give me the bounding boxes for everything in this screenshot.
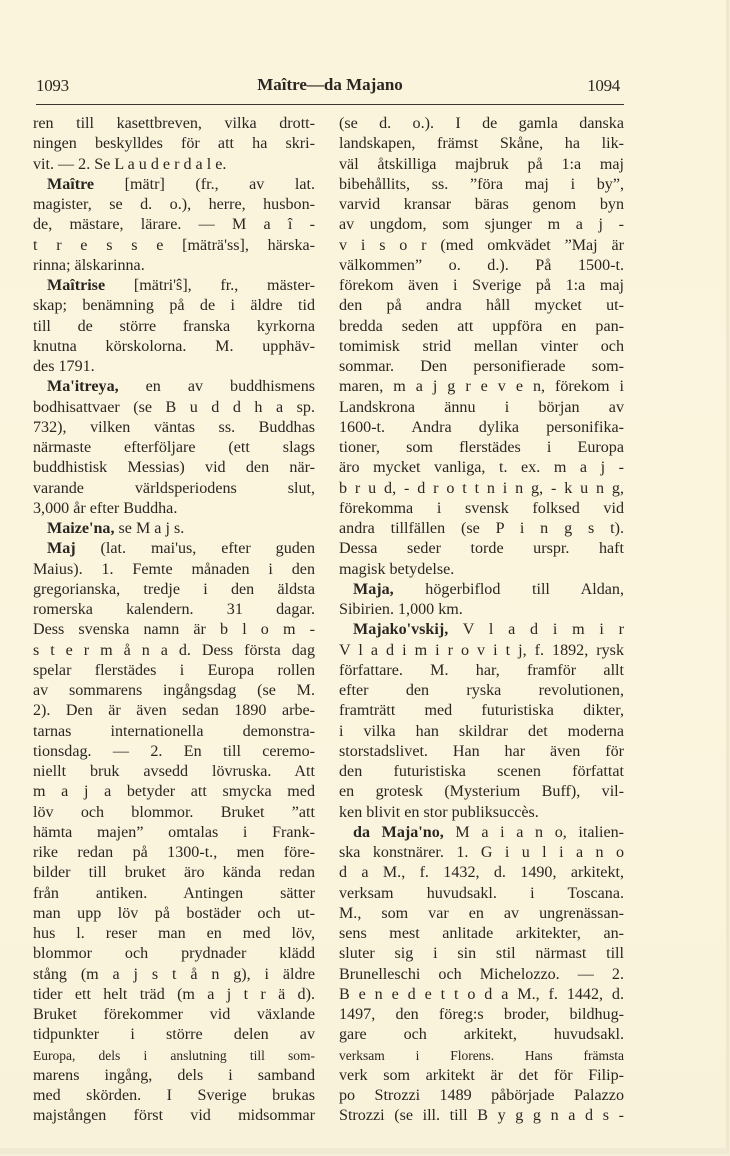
line-text: till de större franska kyrkorna <box>33 317 315 335</box>
text-line <box>33 398 315 418</box>
line-text: de, mästare, lärare. — M a î - <box>33 216 315 234</box>
page-header <box>36 72 624 105</box>
line-text: po Strozzi 1489 påbörjade Palazzo <box>339 1087 624 1104</box>
headword: Majako'vskij, <box>353 621 449 639</box>
line-text: magisk betydelse. <box>339 560 455 578</box>
text-line <box>33 823 315 843</box>
line-text: efter den ryska revolutionen, <box>339 682 624 699</box>
line-text: väl åtskilliga majbruk på 1:a maj <box>339 155 624 173</box>
line-text: framträtt med futuristiska dikter, <box>339 702 624 720</box>
line-text: i vilka han skildrar det moderna <box>339 722 624 740</box>
line-text: skap; benämning på de i äldre tid <box>33 297 315 315</box>
text-line <box>33 722 315 742</box>
line-text: m a j a betyder att smycka med <box>33 783 315 801</box>
line-text: 732), vilken väntas ss. Buddhas <box>33 418 315 436</box>
line-text: verk som arkitekt är det för Filip- <box>339 1066 624 1084</box>
text-line <box>339 458 624 478</box>
text-line <box>33 1046 315 1066</box>
line-text: verksam i Florens. Hans främsta <box>339 1047 624 1063</box>
line-text: av ungdom, som sjunger m a j - <box>339 216 624 234</box>
text-line <box>33 357 315 377</box>
headword: da Maja'no, <box>353 823 444 841</box>
text-line <box>339 134 624 154</box>
line-text: bredda seden att uppföra en pan- <box>339 317 624 335</box>
text-line <box>339 175 624 195</box>
line-text: ren till kasettbreven, vilka drott- <box>33 115 315 132</box>
line-text: buddhistisk Messias) vid den när- <box>33 459 315 477</box>
line-text: andra tillfällen (se P i n g s t). <box>339 520 624 537</box>
line-text: b r u d, - d r o t t n i n g, - k u n g, <box>339 479 624 497</box>
text-line <box>33 458 315 478</box>
text-line <box>339 641 624 661</box>
line-text: Strozzi (se ill. till B y g g n a d s - <box>339 1107 624 1125</box>
line-text: tomimisk strid mellan vinter och <box>339 337 624 355</box>
text-line <box>339 843 624 863</box>
text-line <box>339 398 624 418</box>
line-text: niellt bruk avsedd lövruska. Att <box>33 763 315 780</box>
line-text: v i s o r (med omkvädet ”Maj är <box>339 236 624 254</box>
right-column <box>339 114 624 1127</box>
line-text: Dess svenska namn är b l o m - <box>33 621 315 639</box>
line-text: äro mycket vanliga, t. ex. m a j - <box>339 459 624 477</box>
line-text: den futuristiska scenen författat <box>339 763 624 780</box>
text-line <box>339 1046 624 1066</box>
text-line <box>33 479 315 499</box>
line-text: bilder till bruket äro kända redan <box>33 864 315 882</box>
line-text: magister, se d. o.), herre, husbon- <box>33 196 315 213</box>
line-text: tionsdag. — 2. En till ceremo- <box>33 742 315 760</box>
text-line <box>339 296 624 316</box>
text-line <box>33 904 315 924</box>
text-line <box>33 195 315 215</box>
text-line <box>33 1066 315 1086</box>
text-line <box>339 681 624 701</box>
line-text: majstången först vid midsommar <box>33 1107 315 1125</box>
line-text: hämta majen” omtalas i Frank- <box>33 823 315 841</box>
line-text: löv och blommor. Bruket ”att <box>33 803 315 821</box>
headword: Maj <box>47 540 76 558</box>
text-line <box>33 114 315 134</box>
text-line <box>339 479 624 499</box>
text-line <box>339 1025 624 1045</box>
line-text: Europa, dels i anslutning till som- <box>33 1047 315 1063</box>
line-text: tider ett helt träd (m a j t r ä d). <box>33 985 315 1003</box>
text-line <box>33 600 315 620</box>
text-line <box>33 580 315 600</box>
line-text: storstadslivet. Han har även för <box>339 742 624 760</box>
entry-headline <box>33 175 315 195</box>
line-text: man upp löv på bostäder och ut- <box>33 904 315 922</box>
line-text: B e n e d e t t o d a M., f. 1442, d. <box>339 985 624 1003</box>
text-line <box>33 1025 315 1045</box>
entry-headline <box>33 276 315 296</box>
line-text: ska konstnärer. 1. G i u l i a n o <box>339 844 624 861</box>
line-text: (lat. mai'us, efter guden <box>75 540 315 558</box>
line-text: vit. — 2. Se L a u d e r d a l e. <box>33 155 227 173</box>
line-text: ken blivit en stor publiksuccès. <box>339 803 539 821</box>
text-line <box>33 985 315 1005</box>
text-line <box>33 1106 315 1126</box>
text-line <box>33 620 315 640</box>
text-line <box>339 438 624 458</box>
text-line <box>33 681 315 701</box>
line-text: Bruket förekommer vid växlande <box>33 1006 315 1023</box>
line-text: knutna körskolorna. M. upphäv- <box>33 337 315 355</box>
line-text: 2). Den är även sedan 1890 arbe- <box>33 702 315 720</box>
text-line <box>339 701 624 721</box>
entry-headline <box>33 377 315 397</box>
line-text: M a i a n o, italien- <box>443 823 624 841</box>
text-line <box>33 215 315 235</box>
headword: Maîtrise <box>47 277 106 294</box>
text-line <box>339 215 624 235</box>
line-text: av sommarens ingångsdag (se M. <box>33 682 315 699</box>
text-line <box>339 357 624 377</box>
text-line <box>339 236 624 256</box>
text-line <box>339 803 624 823</box>
line-text: Brunelleschi och Michelozzo. — 2. <box>339 965 624 983</box>
line-text: den på andra håll mycket ut- <box>339 297 624 315</box>
line-text: landskapen, främst Skåne, ha lik- <box>339 135 624 153</box>
entry-headline <box>339 620 624 640</box>
text-line <box>339 337 624 357</box>
line-text: författare. M. har, framför allt <box>339 661 624 679</box>
text-line <box>33 944 315 964</box>
text-line <box>339 863 624 883</box>
text-line <box>33 418 315 438</box>
text-line <box>339 1086 624 1106</box>
line-text: M., som var en av ungrenässan- <box>339 904 624 922</box>
line-text: Maius). 1. Femte månaden i den <box>33 560 315 578</box>
line-text: sens mest anlitade arkitekter, an- <box>339 925 624 942</box>
entry-headline <box>339 823 624 843</box>
line-text: blommor och prydnader klädd <box>33 945 315 963</box>
text-line <box>339 965 624 985</box>
left-column <box>33 114 315 1127</box>
line-text: [mätri'ŝ], fr., mäster- <box>105 277 315 294</box>
text-line <box>33 641 315 661</box>
line-text: marens ingång, dels i samband <box>33 1066 315 1084</box>
text-line <box>339 519 624 539</box>
text-line <box>33 134 315 154</box>
line-text: hus l. reser man en med löv, <box>33 925 315 942</box>
line-text: des 1791. <box>33 358 95 375</box>
text-line <box>339 256 624 276</box>
line-text: V l a d i m i r o v i t j, f. 1892, rysk <box>339 641 624 659</box>
text-line <box>33 803 315 823</box>
text-line <box>33 317 315 337</box>
text-line <box>339 924 624 944</box>
line-text: varande världsperiodens slut, <box>33 479 315 497</box>
text-line <box>33 965 315 985</box>
entry-headline <box>33 539 315 559</box>
line-text: rinna; älskarinna. <box>33 256 145 274</box>
text-line <box>339 155 624 175</box>
headword: Maja, <box>353 580 394 598</box>
text-line <box>33 155 315 175</box>
text-line <box>33 924 315 944</box>
line-text: ningen beskylldes för att ha skri- <box>33 135 315 153</box>
headword: Maître <box>47 175 95 193</box>
line-text: V l a d i m i r <box>448 621 624 639</box>
line-text: med skörden. I Sverige brukas <box>33 1087 315 1104</box>
text-line <box>33 499 315 519</box>
text-line <box>339 276 624 296</box>
text-line <box>339 560 624 580</box>
text-line <box>339 1005 624 1025</box>
entry-headline <box>339 580 624 600</box>
text-line <box>339 317 624 337</box>
line-text: stång (m a j s t å n g), i äldre <box>33 965 315 983</box>
line-text: gregorianska, tredje i den äldsta <box>33 580 315 598</box>
line-text: varvid kransar bäras genom byn <box>339 196 624 213</box>
text-line <box>339 1066 624 1086</box>
line-text: verksam huvudsakl. i Toscana. <box>339 884 624 902</box>
line-text: förekom även i Sverige på 1:a maj <box>339 277 624 294</box>
text-line <box>33 701 315 721</box>
line-text: romerska kalendern. 31 dagar. <box>33 601 315 618</box>
running-title: Maître—da Majano <box>257 75 403 94</box>
text-line <box>339 195 624 215</box>
text-line <box>33 782 315 802</box>
line-text: 1600-t. Andra dylika personifika- <box>339 418 624 436</box>
text-line <box>33 236 315 256</box>
line-text: en av buddhismens <box>118 378 315 396</box>
text-line <box>339 944 624 964</box>
text-line <box>339 904 624 924</box>
text-line <box>33 1086 315 1106</box>
text-line <box>339 884 624 904</box>
line-text: närmaste efterföljare (ett slags <box>33 439 315 456</box>
text-line <box>33 1005 315 1025</box>
line-text: 1497, den föreg:s broder, bildhug- <box>339 1006 624 1023</box>
line-text: rike redan på 1300-t., men före- <box>33 844 315 861</box>
line-text: s t e r m å n a d. Dess första dag <box>33 641 315 659</box>
line-text: förekomma i svensk folksed vid <box>339 499 624 517</box>
text-line <box>33 762 315 782</box>
line-text: från antiken. Antingen sätter <box>33 884 315 902</box>
line-text: bodhisattvaer (se B u d d h a sp. <box>33 398 315 416</box>
line-text: bibehållits, ss. ”föra maj i by”, <box>339 175 624 193</box>
text-line <box>339 762 624 782</box>
line-text: Dessa seder torde urspr. haft <box>339 540 624 558</box>
headword: Ma'itreya, <box>47 378 119 396</box>
line-text: (se d. o.). I de gamla danska <box>339 115 624 132</box>
text-line <box>339 1106 624 1126</box>
text-line <box>33 438 315 458</box>
line-text: d a M., f. 1432, d. 1490, arkitekt, <box>339 864 624 882</box>
text-line <box>33 742 315 762</box>
line-text: Landskrona ännu i början av <box>339 398 624 416</box>
text-line <box>339 722 624 742</box>
text-line <box>33 296 315 316</box>
line-text: gare och arkitekt, huvudsakl. <box>339 1026 624 1044</box>
line-text: sluter sig i sin stil närmast till <box>339 945 624 963</box>
line-text: tarnas internationella demonstra- <box>33 722 315 740</box>
line-text: tioner, som flerstädes i Europa <box>339 439 624 456</box>
line-text: spelar flerstädes i Europa rollen <box>33 661 315 679</box>
text-line <box>33 843 315 863</box>
line-text: välkommen” o. d.). På 1500-t. <box>339 256 624 274</box>
line-text: 3,000 år efter Buddha. <box>33 499 178 517</box>
text-line <box>33 560 315 580</box>
text-line <box>339 985 624 1005</box>
line-text: sommar. Den personifierade som- <box>339 358 624 375</box>
headword: Maize'na, <box>47 520 115 537</box>
text-line <box>33 863 315 883</box>
text-line <box>339 600 624 620</box>
line-text: maren, m a j g r e v e n, förekom i <box>339 378 624 396</box>
left-page-number: 1093 <box>36 76 69 95</box>
text-line <box>33 661 315 681</box>
entry-headline <box>33 519 315 539</box>
text-line <box>33 337 315 357</box>
text-line <box>339 499 624 519</box>
text-line <box>339 782 624 802</box>
line-text: [mätr] (fr., av lat. <box>94 175 315 193</box>
line-text: t r e s s e [mäträ'ss], härska- <box>33 236 315 254</box>
text-line <box>339 114 624 134</box>
line-text: en grotesk (Mysterium Buff), vil- <box>339 783 624 801</box>
line-text: se M a j s. <box>114 520 185 537</box>
text-line <box>339 661 624 681</box>
line-text: högerbiflod till Aldan, <box>393 580 624 598</box>
right-page-number: 1094 <box>587 76 620 95</box>
text-line <box>33 256 315 276</box>
line-text: tidpunkter i större delen av <box>33 1026 315 1044</box>
text-line <box>339 539 624 559</box>
text-line <box>339 742 624 762</box>
text-line <box>339 377 624 397</box>
text-line <box>339 418 624 438</box>
line-text: Sibirien. 1,000 km. <box>339 601 463 618</box>
text-line <box>33 884 315 904</box>
